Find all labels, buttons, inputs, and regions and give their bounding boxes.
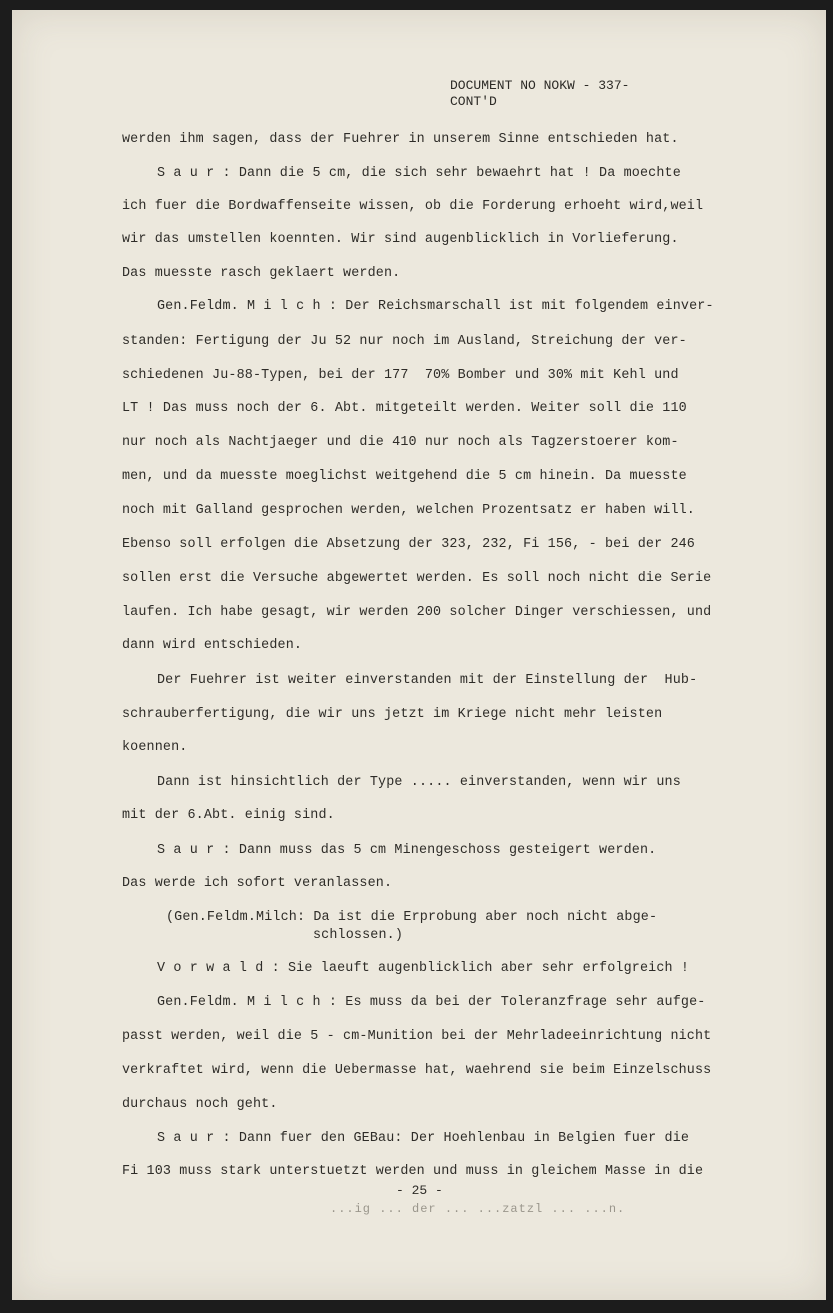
text-line: mit der 6.Abt. einig sind. [122,808,335,823]
text-line: werden ihm sagen, dass der Fuehrer in unserem Sinne entschieden hat. [122,132,679,147]
text-line: wir das umstellen koennten. Wir sind augenblicklich in Vorlieferung. [122,232,679,247]
text-line: schlossen.) [313,928,404,943]
text-line: Das muesste rasch geklaert werden. [122,266,401,281]
text-line: (Gen.Feldm.Milch: Da ist die Erprobung aber noch nicht abge- [166,910,658,925]
text-line: Das werde ich sofort veranlassen. [122,876,393,891]
text-line: laufen. Ich habe gesagt, wir werden 200 solcher Dinger verschiessen, und [122,605,712,620]
text-line: schiedenen Ju-88-Typen, bei der 177 70% Bomber und 30% mit Kehl und [122,368,679,383]
text-line: men, und da muesste moeglichst weitgehend die 5 cm hinein. Da muesste [122,469,687,484]
text-line: nur noch als Nachtjaeger und die 410 nur noch als Tagzerstoerer kom- [122,435,679,450]
text-line: schrauberfertigung, die wir uns jetzt im Kriege nicht mehr leisten [122,707,663,722]
text-line: noch mit Galland gesprochen werden, welchen Prozentsatz er haben will. [122,503,695,518]
faint-bottom-text: ...ig ... der ... ...zatzl ... ...n. [330,1202,626,1216]
text-line: dann wird entschieden. [122,638,303,653]
page-number: - 25 - [396,1183,443,1198]
text-line: verkraftet wird, wenn die Uebermasse hat, waehrend sie beim Einzelschuss [122,1063,712,1078]
text-line: LT ! Das muss noch der 6. Abt. mitgeteilt werden. Weiter soll die 110 [122,401,687,416]
text-line: S a u r : Dann fuer den GEBau: Der Hoehlenbau in Belgien fuer die [157,1131,690,1146]
text-line: sollen erst die Versuche abgewertet werden. Es soll noch nicht die Serie [122,571,712,586]
text-line: Ebenso soll erfolgen die Absetzung der 323, 232, Fi 156, - bei der 246 [122,537,695,552]
text-line: koennen. [122,740,188,755]
text-line: S a u r : Dann muss das 5 cm Minengeschoss gesteigert werden. [157,843,657,858]
text-line: Fi 103 muss stark unterstuetzt werden und muss in gleichem Masse in die [122,1164,704,1179]
text-line: Der Fuehrer ist weiter einverstanden mit der Einstellung der Hub- [157,673,698,688]
text-line: Gen.Feldm. M i l c h : Es muss da bei der Toleranzfrage sehr aufge- [157,995,706,1010]
text-line: passt werden, weil die 5 - cm-Munition bei der Mehrladeeinrichtung nicht [122,1029,712,1044]
text-line: standen: Fertigung der Ju 52 nur noch im Ausland, Streichung der ver- [122,334,687,349]
text-line: Dann ist hinsichtlich der Type ..... einverstanden, wenn wir uns [157,775,681,790]
text-line: durchaus noch geht. [122,1097,278,1112]
document-number: DOCUMENT NO NOKW - 337- [450,78,630,93]
document-header [450,78,629,110]
text-line: V o r w a l d : Sie laeuft augenblicklich aber sehr erfolgreich ! [157,961,690,976]
text-line: Gen.Feldm. M i l c h : Der Reichsmarschall ist mit folgendem einver- [157,299,714,314]
text-line: S a u r : Dann die 5 cm, die sich sehr bewaehrt hat ! Da moechte [157,166,681,181]
continued-label: CONT'D [450,94,497,109]
text-line: ich fuer die Bordwaffenseite wissen, ob die Forderung erhoeht wird,weil [122,199,704,214]
